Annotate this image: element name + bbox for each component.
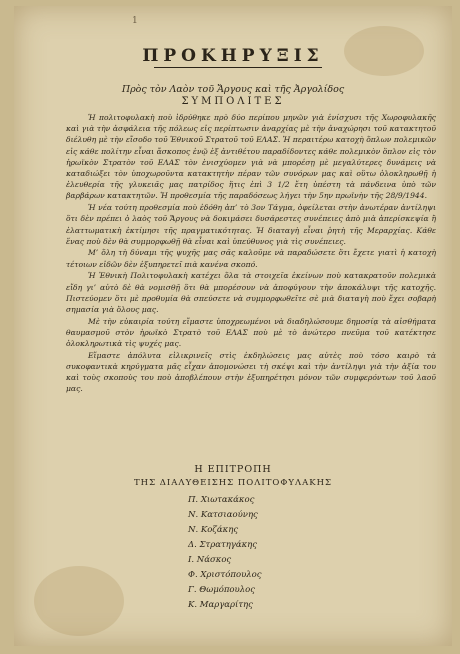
paper-stain <box>34 566 124 636</box>
signature-heading: Η ΕΠΙΤΡΟΠΗ <box>194 464 272 475</box>
salutation: ΣΥΜΠΟΛΙΤΕΣ <box>181 96 285 107</box>
paragraph: Ἡ πολιτοφυλακὴ ποὺ ἱδρύθηκε πρὸ δύο περίπου μηνῶν γιὰ ἐνίσχυσι τῆς Χωροφυλακῆς καὶ γιὰ τὴν ἀσφάλεια τῆς πόλεως εἰς περίπτωσιν ἀναρχίας μὲ τὴν ἀναχώρησι τοῦ κατακτητοῦ διέλυθη μὲ τὴν εἴσοδο τοῦ Ἐθνικοῦ Στρατοῦ τοῦ ΕΛΑΣ. Ἡ περαιτέρω κατοχὴ ὅπλων πολεμικῶν εἰς κάθε πολίτην εἶναι ἄσκοπος ἐνῷ ἐξ ἀντιθέτου παραδίδοντες κάθε πολεμικὸν ὅπλον εἰς τὸν ἡρωϊκὸν Στρατὸν τοῦ ΕΛΑΣ τὸν ἐνισχύομεν γιὰ νὰ μπορέσῃ μὲ μεγαλύτερες δυνάμεις νὰ καταδιώξει τὸν ὑποχωροῦντα κατακτητὴν πέραν τῶν συνόρων μας καὶ οὕτω ὁλοκληρωθῇ ἡ ἐλευθερία τῆς γλυκειᾶς μας πατρίδος ἥτις ἐπὶ 3 1/2 ἔτη ὑπέστη τὰ πάνδεινα ὑπὸ τῶν βαρβάρων κατακτητῶν. Ἡ προθεσμία τῆς παραδόσεως λήγει τὴν 5ην πρωϊνὴν τῆς 28/9/1944. <box>66 113 436 201</box>
paragraph: Ἡ νέα τούτη προθεσμία ποὺ ἐδόθη ἀπ’ τὸ 3ον Τάγμα, ὀφείλεται στὴν ἀνωτέραν ἀντίληψι ὅτι δὲν πρέπει ὁ λαὸς τοῦ Ἄργους νὰ δοκιμάσει δυσάρεστες συνέπειες ἀπὸ μιὰ ἀπερίσκεψία ἢ ἐλαττωματικὴ ἐκτίμησι τῆς πραγματικότητας. Ἡ διαταγὴ εἶναι ῥητὴ τῆς Μεραρχίας. Κάθε ἕνας ποὺ δὲν θὰ συμμορφωθῇ θὰ εἶναι καὶ ὑπεύθυνος γιὰ τὶς συνέπειες. <box>66 203 436 246</box>
paragraph: Εἴμαστε ἀπόλυτα εἰλικρινεῖς στὶς ἐκδηλώσεις μας αὐτὲς ποὺ τόσο καιρὸ τὰ συκοφαντικὰ κηρύγματα μᾶς εἶχαν ἀπομονώσει τὴ σκέψι καὶ τὴν ἀντίληψι γιὰ τὴν ἀξία του καὶ τοὺς σκοποὺς του ποὺ ἀποβλέπουν στὴν ἐξυπηρέτησι μόνον τῶν συμφερόντων τοῦ λαοῦ μας. <box>66 350 436 394</box>
proclamation-sheet <box>14 6 452 646</box>
paragraph: Ἡ Ἐθνικὴ Πολιτοφυλακὴ κατέχει ὅλα τὰ στοιχεῖα ἐκείνων ποὺ κατακρατοῦν πολεμικὰ εἴδη γι’ αὐτὸ δὲ θὰ νομισθῇ ὅτι θὰ μπορέσουν νὰ ἀποφύγουν τὴν ἀποκάλυψι τῆς κατοχῆς. Πιστεύομεν ὅτι μὲ προθυμία θὰ σπεύσετε νὰ συμμορφωθεῖτε σὲ μιὰ διαταγὴ ποὺ ἔχει σοβαρὴ σημασία γιὰ ὅλους μας. <box>66 271 436 314</box>
member-name: Δ. Στρατηγάκης <box>188 540 258 550</box>
paragraph: Μ’ ὅλη τὴ δύναμι τῆς ψυχῆς μας σᾶς καλοῦμε νὰ παραδώσετε ὅτι ἔχετε γιατὶ ἡ κατοχὴ τέτοιων εἰδῶν δὲν ἐξυπηρετεῖ πιὰ κανένα σκοπό. <box>66 248 436 269</box>
member-name: Κ. Μαργαρίτης <box>188 600 253 610</box>
member-name: Γ. Θωμόπουλος <box>188 585 255 595</box>
member-name: Φ. Χριστόπουλος <box>188 570 262 580</box>
folio-number: 1 <box>132 16 138 26</box>
member-name: Ι. Νάσκος <box>188 555 232 565</box>
member-name: Π. Χιωτακάκος <box>188 495 255 505</box>
member-name: Ν. Κατσιαούνης <box>188 510 258 520</box>
member-name: Ν. Κοζάκης <box>188 525 239 535</box>
committee-members <box>188 493 388 613</box>
proclamation-body <box>66 112 436 395</box>
title-underline <box>154 67 322 68</box>
paragraph: Μὲ τὴν εὐκαιρία τούτη εἴμαστε ὑποχρεωμένοι νὰ διαδηλώσουμε δημοσίᾳ τὰ αἰσθήματα θαυμασμοῦ στὸν ἡρωϊκὸ Στρατὸ τοῦ ΕΛΑΣ ποὺ μὲ τὸ ἀνώτερο πνεῦμα τοῦ κατέκτησε ὁλοκληρωτικὰ τὶς ψυχές μας. <box>66 316 436 349</box>
address-line: Πρὸς τὸν Λαὸν τοῦ Ἄργους καὶ τῆς Ἀργολίδος <box>121 84 345 95</box>
signature-subheading: ΤΗΣ ΔΙΑΛΥΘΕΙΣΗΣ ΠΟΛΙΤΟΦΥΛΑΚΗΣ <box>134 478 332 488</box>
document-title: ΠΡΟΚΗΡΥΞΙΣ <box>142 46 324 66</box>
